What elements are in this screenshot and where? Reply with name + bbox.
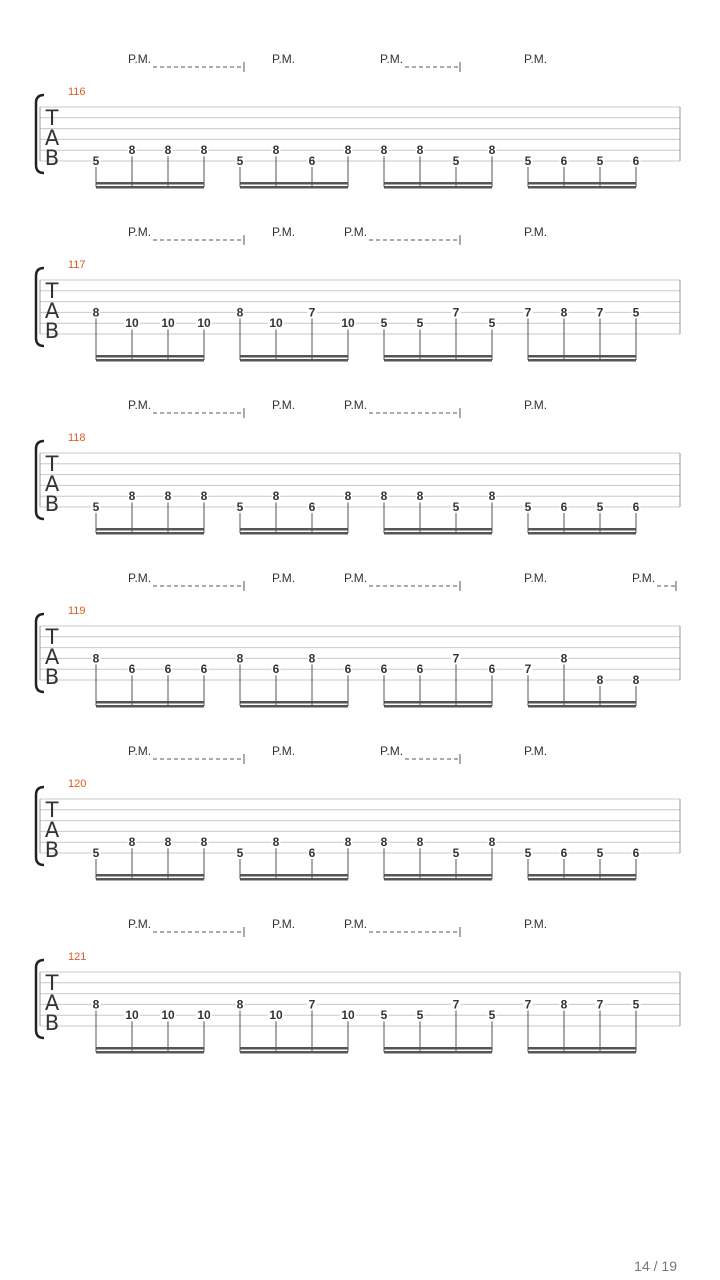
tab-clef-letter: A	[44, 818, 60, 842]
fret-number: 8	[380, 489, 388, 504]
fret-number: 5	[92, 500, 100, 514]
beam-secondary	[528, 186, 636, 189]
beam-primary	[384, 701, 492, 704]
palm-mute-label: P.M.	[344, 917, 368, 931]
fret-number: 5	[596, 846, 604, 860]
palm-mute-label: P.M.	[272, 398, 296, 412]
fret-number: 6	[200, 662, 208, 677]
beam-primary	[528, 528, 636, 531]
beam-primary	[96, 355, 204, 358]
tab-clef-letter: B	[44, 492, 60, 516]
beam-primary	[528, 182, 636, 185]
beam-primary	[240, 874, 348, 877]
fret-number: 7	[308, 305, 316, 320]
fret-number: 5	[596, 500, 604, 514]
fret-number: 6	[488, 662, 496, 677]
tab-clef-letter: B	[44, 146, 60, 170]
fret-number: 10	[269, 316, 283, 331]
palm-mute-label: P.M.	[632, 571, 656, 585]
fret-number: 5	[524, 846, 532, 860]
fret-number: 5	[380, 1008, 388, 1023]
fret-number: 8	[236, 305, 244, 320]
tab-clef-letter: B	[44, 319, 60, 343]
fret-number: 8	[128, 143, 136, 158]
fret-number: 8	[92, 997, 100, 1012]
palm-mute-label: P.M.	[344, 571, 368, 585]
beam-secondary	[528, 705, 636, 708]
beam-secondary	[96, 186, 204, 189]
palm-mute-label: P.M.	[524, 52, 548, 66]
tab-clef-letter: A	[44, 472, 60, 496]
palm-mute-label: P.M.	[128, 571, 152, 585]
fret-number: 10	[341, 316, 355, 331]
palm-mute-label: P.M.	[524, 744, 548, 758]
fret-number: 5	[236, 154, 244, 168]
fret-number: 8	[488, 489, 496, 504]
beam-secondary	[240, 532, 348, 535]
palm-mute-label: P.M.	[344, 398, 368, 412]
fret-number: 6	[560, 154, 568, 168]
fret-number: 6	[308, 500, 316, 514]
fret-number: 7	[524, 305, 532, 320]
fret-number: 7	[308, 997, 316, 1012]
fret-number: 8	[164, 143, 172, 158]
fret-number: 6	[632, 500, 640, 514]
beam-primary	[240, 355, 348, 358]
beam-secondary	[240, 359, 348, 362]
fret-number: 8	[272, 835, 280, 850]
fret-number: 5	[524, 154, 532, 168]
beam-secondary	[96, 705, 204, 708]
fret-number: 10	[125, 316, 139, 331]
measure-number: 116	[68, 86, 86, 98]
beam-primary	[384, 874, 492, 877]
tab-clef-letter: T	[45, 106, 59, 130]
fret-number: 10	[161, 1008, 175, 1023]
fret-number: 8	[236, 651, 244, 666]
fret-number: 8	[380, 143, 388, 158]
fret-number: 6	[272, 662, 280, 677]
beam-secondary	[96, 532, 204, 535]
fret-number: 5	[488, 316, 496, 331]
beam-secondary	[528, 878, 636, 881]
beam-secondary	[96, 359, 204, 362]
beam-secondary	[384, 878, 492, 881]
tab-clef-letter: A	[44, 991, 60, 1015]
beam-secondary	[384, 1051, 492, 1054]
beam-secondary	[528, 1051, 636, 1054]
beam-primary	[528, 355, 636, 358]
fret-number: 6	[632, 846, 640, 860]
beam-secondary	[384, 359, 492, 362]
palm-mute-label: P.M.	[380, 744, 404, 758]
fret-number: 8	[200, 835, 208, 850]
page-indicator: 14 / 19	[634, 1258, 677, 1274]
palm-mute-label: P.M.	[344, 225, 368, 239]
fret-number: 5	[488, 1008, 496, 1023]
measure-number: 118	[68, 432, 86, 444]
tab-clef-letter: B	[44, 1011, 60, 1035]
tab-clef-letter: T	[45, 452, 59, 476]
palm-mute-label: P.M.	[272, 52, 296, 66]
beam-secondary	[240, 186, 348, 189]
fret-number: 6	[308, 154, 316, 168]
fret-number: 8	[560, 305, 568, 320]
fret-number: 6	[308, 846, 316, 860]
fret-number: 5	[236, 500, 244, 514]
fret-number: 7	[452, 305, 460, 320]
fret-number: 8	[128, 835, 136, 850]
fret-number: 7	[524, 997, 532, 1012]
fret-number: 8	[272, 143, 280, 158]
fret-number: 8	[416, 835, 424, 850]
fret-number: 8	[200, 489, 208, 504]
beam-primary	[384, 528, 492, 531]
fret-number: 6	[560, 500, 568, 514]
fret-number: 6	[344, 662, 352, 677]
beam-primary	[240, 701, 348, 704]
beam-secondary	[240, 1051, 348, 1054]
fret-number: 5	[236, 846, 244, 860]
fret-number: 8	[488, 143, 496, 158]
fret-number: 5	[524, 500, 532, 514]
tab-clef-letter: B	[44, 838, 60, 862]
fret-number: 10	[197, 1008, 211, 1023]
beam-secondary	[240, 705, 348, 708]
fret-number: 8	[92, 651, 100, 666]
fret-number: 5	[92, 846, 100, 860]
beam-secondary	[384, 705, 492, 708]
fret-number: 10	[197, 316, 211, 331]
fret-number: 8	[236, 997, 244, 1012]
fret-number: 6	[560, 846, 568, 860]
fret-number: 8	[416, 489, 424, 504]
fret-number: 8	[344, 143, 352, 158]
tab-clef-letter: A	[44, 645, 60, 669]
palm-mute-label: P.M.	[128, 225, 152, 239]
fret-number: 8	[308, 651, 316, 666]
beam-secondary	[384, 186, 492, 189]
tab-clef-letter: A	[44, 126, 60, 150]
fret-number: 8	[344, 489, 352, 504]
beam-secondary	[96, 1051, 204, 1054]
palm-mute-label: P.M.	[272, 571, 296, 585]
fret-number: 8	[200, 143, 208, 158]
fret-number: 8	[92, 305, 100, 320]
fret-number: 8	[164, 489, 172, 504]
tab-clef-letter: T	[45, 971, 59, 995]
fret-number: 5	[632, 305, 640, 320]
beam-primary	[240, 528, 348, 531]
fret-number: 6	[416, 662, 424, 677]
palm-mute-label: P.M.	[272, 744, 296, 758]
measure-number: 121	[68, 951, 87, 963]
measure-number: 120	[68, 778, 87, 790]
palm-mute-label: P.M.	[272, 917, 296, 931]
palm-mute-label: P.M.	[272, 225, 296, 239]
palm-mute-label: P.M.	[128, 398, 152, 412]
beam-primary	[384, 182, 492, 185]
palm-mute-label: P.M.	[128, 52, 152, 66]
fret-number: 7	[596, 305, 604, 320]
fret-number: 8	[560, 997, 568, 1012]
beam-primary	[528, 1047, 636, 1050]
palm-mute-label: P.M.	[524, 917, 548, 931]
tab-clef-letter: A	[44, 299, 60, 323]
fret-number: 8	[632, 673, 640, 687]
fret-number: 8	[560, 651, 568, 666]
beam-secondary	[384, 532, 492, 535]
beam-secondary	[528, 532, 636, 535]
beam-primary	[96, 1047, 204, 1050]
beam-secondary	[240, 878, 348, 881]
fret-number: 8	[380, 835, 388, 850]
fret-number: 5	[416, 1008, 424, 1023]
fret-number: 6	[380, 662, 388, 677]
palm-mute-label: P.M.	[128, 917, 152, 931]
tab-clef-letter: T	[45, 625, 59, 649]
beam-primary	[96, 874, 204, 877]
fret-number: 5	[452, 846, 460, 860]
tab-clef-letter: B	[44, 665, 60, 689]
beam-secondary	[96, 878, 204, 881]
fret-number: 8	[596, 673, 604, 687]
fret-number: 7	[452, 651, 460, 666]
fret-number: 10	[269, 1008, 283, 1023]
fret-number: 10	[341, 1008, 355, 1023]
tab-clef-letter: T	[45, 279, 59, 303]
beam-primary	[96, 528, 204, 531]
beam-primary	[384, 355, 492, 358]
measure-number: 117	[68, 259, 86, 271]
fret-number: 5	[452, 500, 460, 514]
fret-number: 6	[128, 662, 136, 677]
fret-number: 7	[596, 997, 604, 1012]
fret-number: 8	[416, 143, 424, 158]
fret-number: 7	[524, 662, 532, 677]
fret-number: 5	[416, 316, 424, 331]
fret-number: 8	[164, 835, 172, 850]
fret-number: 8	[488, 835, 496, 850]
fret-number: 10	[161, 316, 175, 331]
beam-primary	[240, 182, 348, 185]
fret-number: 8	[128, 489, 136, 504]
palm-mute-label: P.M.	[524, 225, 548, 239]
fret-number: 8	[272, 489, 280, 504]
measure-number: 119	[68, 605, 86, 617]
beam-primary	[528, 874, 636, 877]
beam-primary	[96, 701, 204, 704]
fret-number: 5	[632, 997, 640, 1012]
fret-number: 6	[164, 662, 172, 677]
fret-number: 8	[344, 835, 352, 850]
palm-mute-label: P.M.	[524, 571, 548, 585]
beam-secondary	[528, 359, 636, 362]
fret-number: 10	[125, 1008, 139, 1023]
fret-number: 5	[380, 316, 388, 331]
fret-number: 6	[632, 154, 640, 168]
tab-clef-letter: T	[45, 798, 59, 822]
fret-number: 5	[596, 154, 604, 168]
beam-primary	[240, 1047, 348, 1050]
fret-number: 5	[92, 154, 100, 168]
beam-primary	[384, 1047, 492, 1050]
palm-mute-label: P.M.	[128, 744, 152, 758]
fret-number: 5	[452, 154, 460, 168]
fret-number: 7	[452, 997, 460, 1012]
palm-mute-label: P.M.	[524, 398, 548, 412]
beam-primary	[528, 701, 636, 704]
palm-mute-label: P.M.	[380, 52, 404, 66]
beam-primary	[96, 182, 204, 185]
